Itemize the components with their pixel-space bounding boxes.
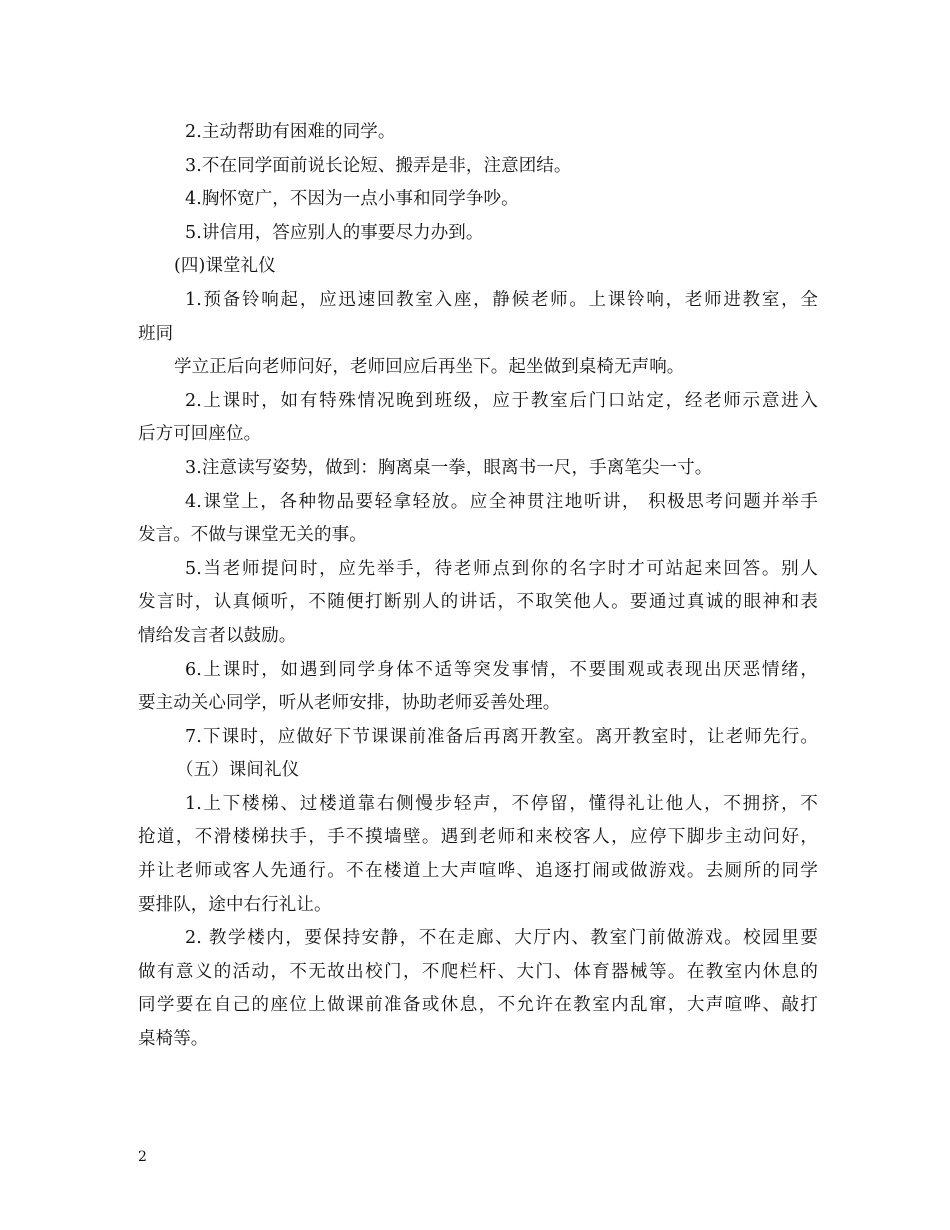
- text-line: 发言。不做与课堂无关的事。: [138, 525, 367, 546]
- text-line: 5.当老师提问时，应先举手，待老师点到你的名字时才可站起来回答。别人: [185, 558, 818, 579]
- text-line: 2.主动帮助有困难的同学。: [185, 122, 396, 142]
- text-line: 要主动关心同学，听从老师安排，协助老师妥善处理。: [138, 693, 561, 714]
- page-number: 2: [138, 1149, 147, 1165]
- text-line: 班同: [138, 323, 174, 344]
- text-line: 同学要在自己的座位上做课前准备或休息，不允许在教室内乱窜，大声喧哗、敲打: [138, 995, 818, 1016]
- text-line: 2. 教学楼内，要保持安静，不在走廊、大厅内、教室门前做游戏。校园里要: [185, 928, 818, 949]
- text-line: 后方可回座位。: [138, 424, 262, 445]
- text-line: 要排队，途中右行礼让。: [138, 894, 332, 915]
- text-line: 学立正后向老师问好，老师回应后再坐下。起坐做到桌椅无声响。: [174, 357, 685, 378]
- text-line: 4.课堂上，各种物品要轻拿轻放。应全神贯注地听讲， 积极思考问题并举手: [185, 491, 818, 512]
- text-line: 并让老师或客人先通行。不在楼道上大声喧哗、追逐打闹或做游戏。去厕所的同学: [138, 861, 818, 882]
- text-line: 7.下课时，应做好下节课课前准备后再离开教室。离开教室时，让老师先行。: [185, 726, 818, 747]
- text-line: 发言时，认真倾听，不随便打断别人的讲话，不取笑他人。要通过真诚的眼神和表: [138, 592, 818, 613]
- text-line: 3.注意读写姿势，做到：胸离桌一拳，眼离书一尺，手离笔尖一寸。: [185, 457, 713, 478]
- text-line: 做有意义的活动，不无故出校门，不爬栏杆、大门、体育器械等。在教室内休息的: [138, 961, 818, 982]
- text-line: 6.上课时，如遇到同学身体不适等突发事情，不要围观或表现出厌恶情绪，: [185, 659, 818, 680]
- text-line: 2.上课时，如有特殊情况晚到班级，应于教室后门口站定，经老师示意进入: [185, 390, 818, 411]
- text-line: 3.不在同学面前说长论短、搬弄是非，注意团结。: [185, 155, 572, 176]
- text-line: 1.上下楼梯、过楼道靠右侧慢步轻声，不停留，懂得礼让他人，不拥挤，不: [185, 793, 818, 814]
- text-line: 4.胸怀宽广，不因为一点小事和同学争吵。: [185, 189, 519, 210]
- document-body: [138, 116, 818, 1057]
- text-line: 情给发言者以鼓励。: [138, 625, 297, 646]
- section-heading: (四)课堂礼仪: [174, 256, 276, 277]
- section-heading: （五）课间礼仪: [176, 760, 300, 781]
- text-line: 1.预备铃响起，应迅速回教室入座，静候老师。上课铃响，老师进教室，全: [185, 289, 818, 310]
- text-line: 抢道，不滑楼梯扶手，手不摸墙壁。遇到老师和来校客人，应停下脚步主动问好，: [138, 827, 818, 848]
- text-line: 5.讲信用，答应别人的事要尽力办到。: [185, 222, 484, 243]
- text-line: 桌椅等。: [138, 1029, 209, 1050]
